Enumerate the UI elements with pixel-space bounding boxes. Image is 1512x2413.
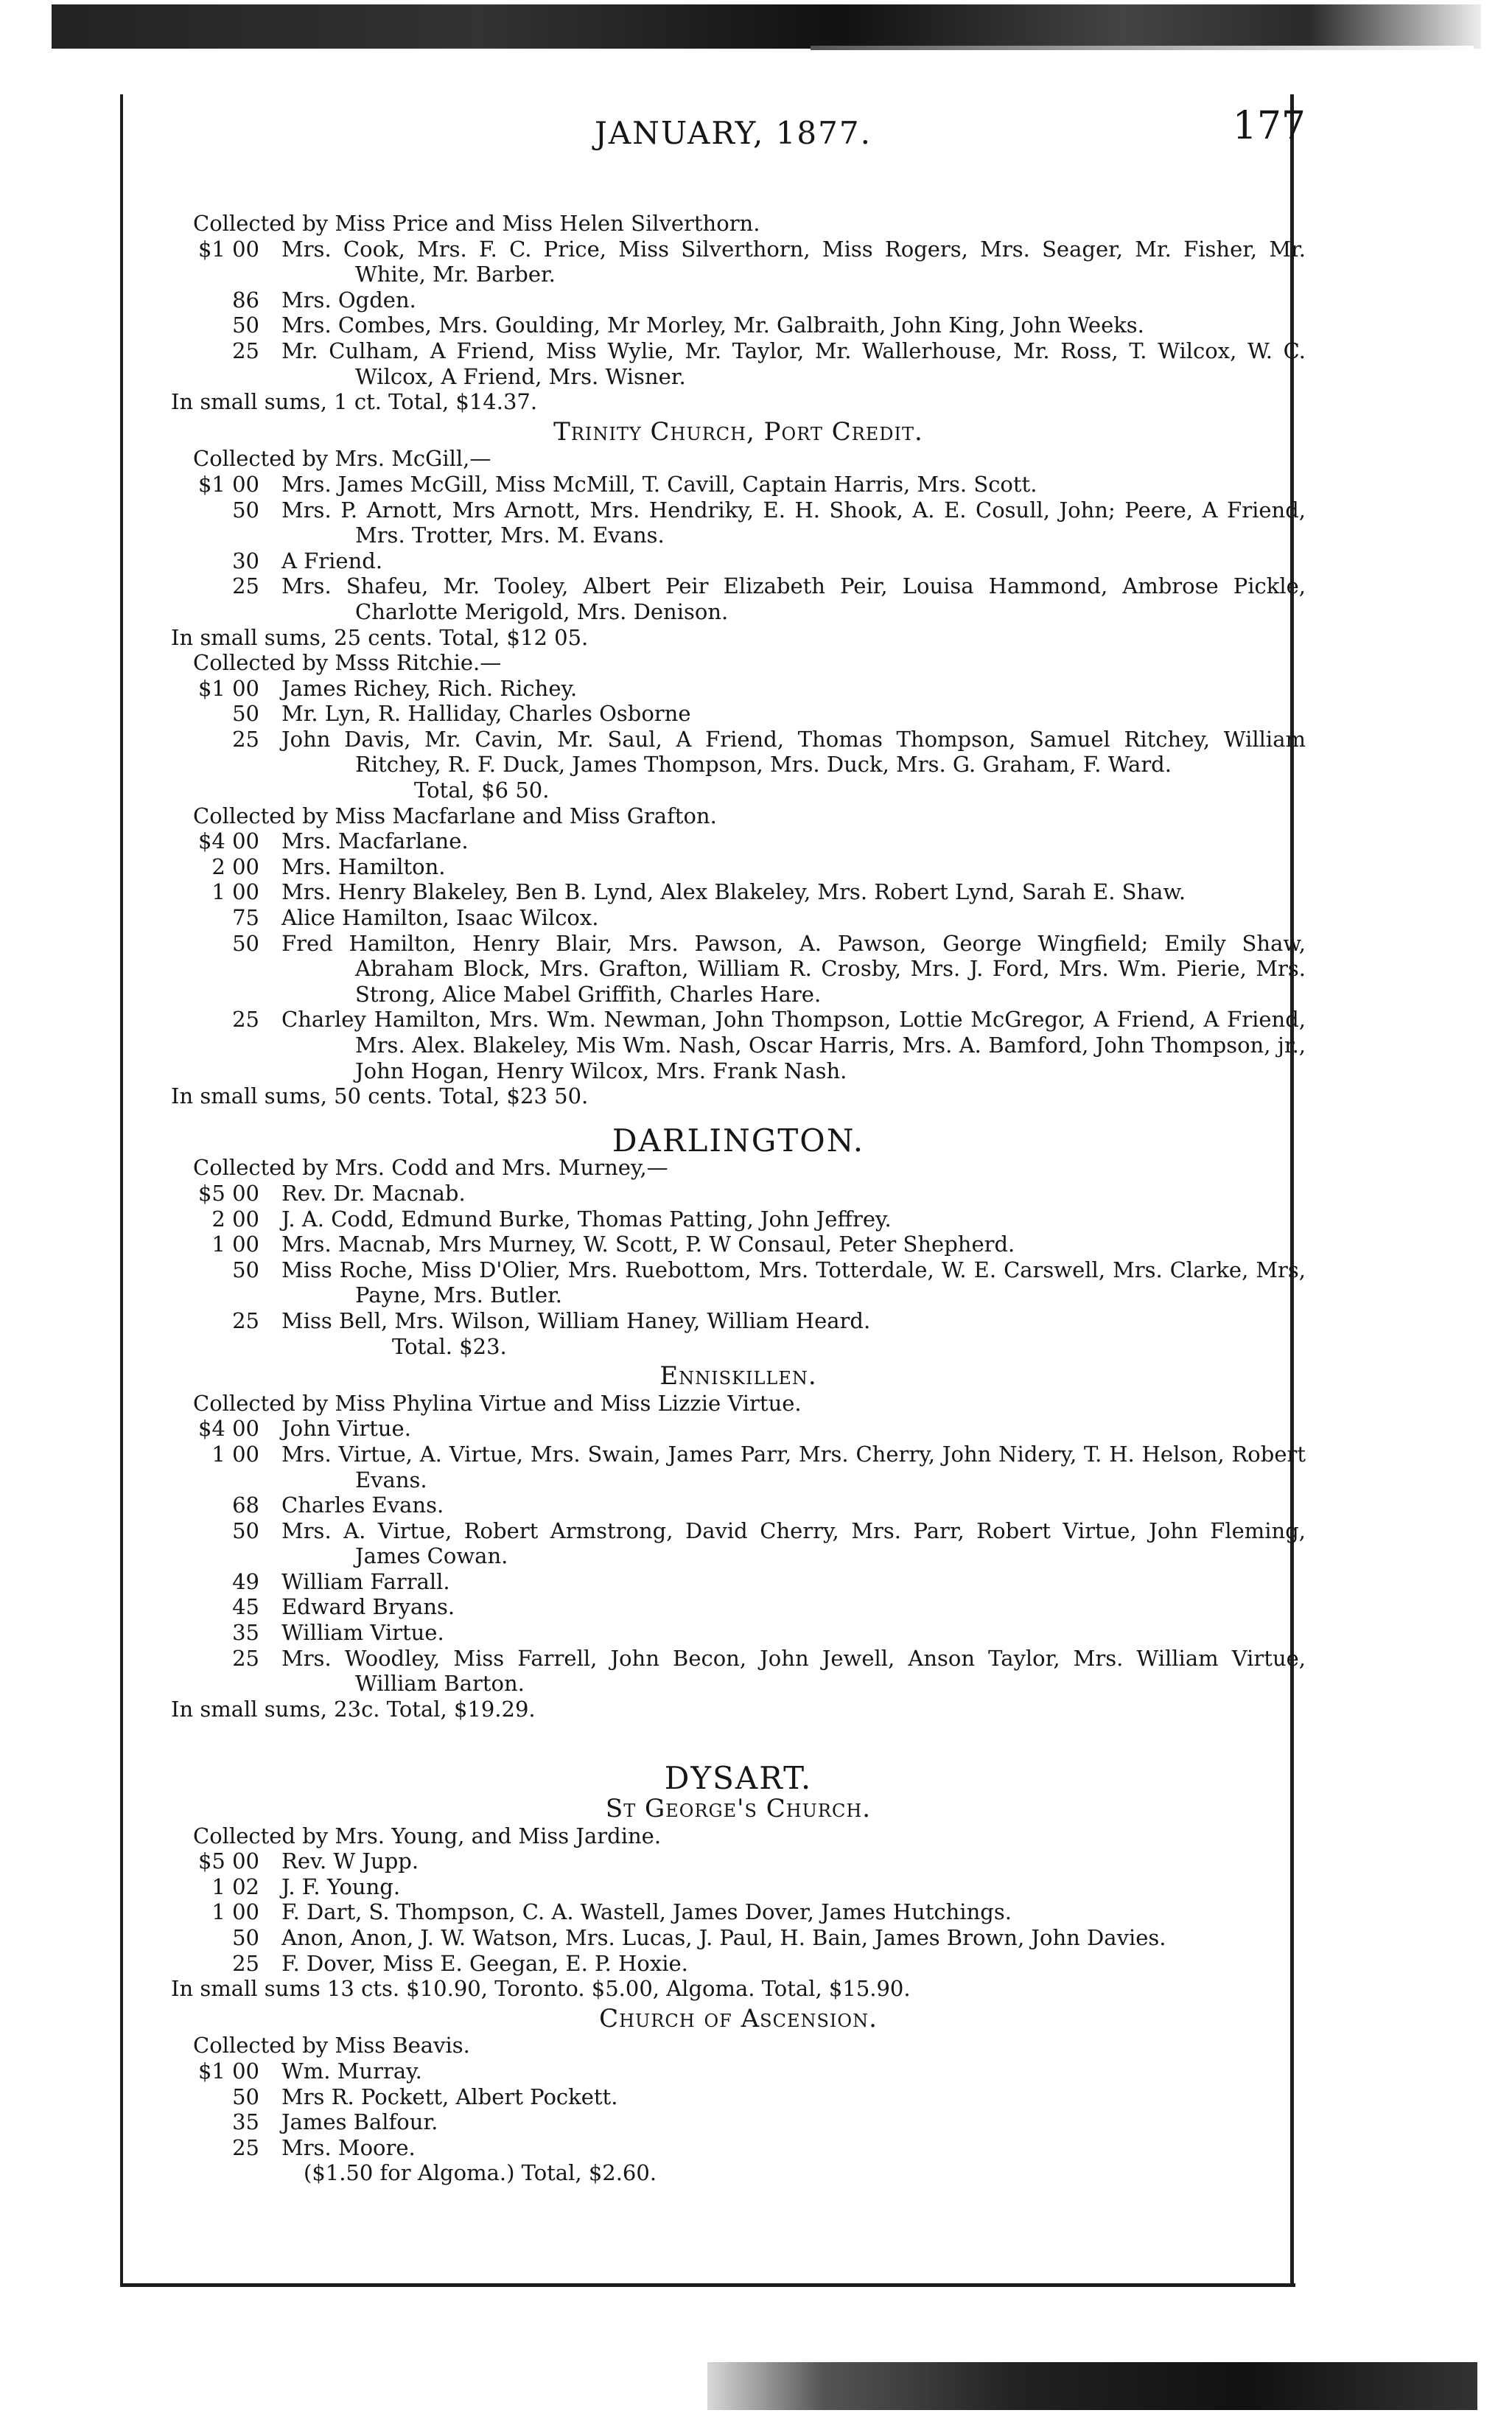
entry-amount: 75 <box>232 905 259 931</box>
collector-line: Collected by Miss Price and Miss Helen Silverthorn. <box>193 211 760 236</box>
entry-names: A Friend. <box>281 548 383 573</box>
entry-row <box>171 854 1306 880</box>
entry-amount: 1 00 <box>211 1899 259 1925</box>
entry-row <box>171 1416 1306 1442</box>
entry-row <box>171 472 1306 497</box>
entry-row <box>171 905 1306 931</box>
entry-amount: 30 <box>232 548 259 573</box>
entry-amount: 50 <box>232 1925 259 1950</box>
entry-row <box>171 1257 1306 1308</box>
entry-amount: 50 <box>232 1518 259 1543</box>
entry-amount: $5 00 <box>197 1848 259 1874</box>
entry-names: Mrs. Cook, Mrs. F. C. Price, Miss Silverthorn, Miss Rogers, Mrs. Seager, Mr. Fisher, Mr. White, Mr. Barber. <box>281 236 1306 287</box>
entry-names: Rev. Dr. Macnab. <box>281 1180 466 1206</box>
total-line: In small sums, 50 cents. Total, $23 50. <box>171 1083 589 1109</box>
entry-names: Miss Bell, Mrs. Wilson, William Haney, William Heard. <box>281 1307 871 1333</box>
entry-amount: $1 00 <box>197 236 259 262</box>
entry-names: Charley Hamilton, Mrs. Wm. Newman, John Thompson, Lottie McGregor, A Friend, A Friend, Mrs. Alex. Blakeley, Mis Wm. Nash, Oscar Harris, Mrs. A. Bamford, John Thompson, jr., John Hogan, Henry Wilcox, Mrs. Frank Nash. <box>281 1007 1306 1083</box>
entry-amount: 68 <box>232 1492 259 1518</box>
entry-row <box>171 338 1306 389</box>
entry-amount: 25 <box>232 726 259 752</box>
collector-line: Collected by Mrs. Codd and Mrs. Murney,— <box>193 1155 668 1181</box>
entry-names: Mrs. Macnab, Mrs Murney, W. Scott, P. W Consaul, Peter Shepherd. <box>281 1232 1015 1257</box>
section-heading: Trinity Church, Port Credit. <box>553 416 923 447</box>
scan-bottom-edge <box>707 2362 1477 2410</box>
entry-names: Edward Bryans. <box>281 1594 455 1620</box>
entry-row <box>171 1646 1306 1697</box>
entry-amount: 50 <box>232 701 259 727</box>
entry-row <box>171 828 1306 854</box>
entry-names: Mrs. Macfarlane. <box>281 828 469 854</box>
entry-names: Mrs. Shafeu, Mr. Tooley, Albert Peir Elizabeth Peir, Louisa Hammond, Ambrose Pickle, Charlotte Merigold, Mrs. Denison. <box>281 573 1306 624</box>
entry-row <box>171 312 1306 338</box>
entry-amount: 35 <box>232 1620 259 1646</box>
total-line: In small sums, 25 cents. Total, $12 05. <box>171 624 589 650</box>
entry-row <box>171 1848 1306 1874</box>
entry-amount: 1 00 <box>211 879 259 905</box>
entry-names: William Farrall. <box>281 1568 450 1594</box>
page-content <box>171 104 1306 2186</box>
total-line: ($1.50 for Algoma.) Total, $2.60. <box>304 2160 657 2186</box>
entry-row <box>171 676 1306 702</box>
entry-names: James Balfour. <box>281 2109 438 2135</box>
entry-row <box>171 727 1306 778</box>
section-enniskillen <box>171 1363 1306 1722</box>
section-trinity-church <box>171 416 1306 1109</box>
entry-names: John Davis, Mr. Cavin, Mr. Saul, A Friend, Thomas Thompson, Samuel Ritchey, William Ritchey, R. F. Duck, James Thompson, Mrs. Duck, Mrs. G. Graham, F. Ward. <box>281 726 1306 778</box>
entry-amount: $1 00 <box>197 471 259 497</box>
running-head-month: JANUARY, 1877. <box>595 115 872 151</box>
entry-row <box>171 1518 1306 1569</box>
entry-amount: 25 <box>232 2134 259 2160</box>
entry-names: J. F. Young. <box>281 1874 401 1899</box>
entry-row <box>171 1899 1306 1925</box>
entry-row <box>171 1951 1306 1977</box>
entry-row <box>171 548 1306 574</box>
entry-names: Mrs. Virtue, A. Virtue, Mrs. Swain, James Parr, Mrs. Cherry, John Nidery, T. H. Helson, Robert Evans. <box>281 1441 1306 1492</box>
entry-names: J. A. Codd, Edmund Burke, Thomas Patting, John Jeffrey. <box>281 1206 892 1232</box>
entry-row <box>171 1492 1306 1518</box>
collector-line: Collected by Msss Ritchie.— <box>193 650 502 676</box>
entry-amount: 35 <box>232 2109 259 2135</box>
entry-row <box>171 1925 1306 1951</box>
entry-row <box>171 2058 1306 2084</box>
entry-row <box>171 573 1306 624</box>
entry-amount: 25 <box>232 1007 259 1033</box>
section-top-block <box>171 211 1306 415</box>
section-heading: Enniskillen. <box>659 1361 817 1391</box>
entry-names: Mrs. P. Arnott, Mrs Arnott, Mrs. Hendriky, E. H. Shook, A. E. Cosull, John; Peere, A Friend, Mrs. Trotter, Mrs. M. Evans. <box>281 497 1306 548</box>
entry-amount: $1 00 <box>197 675 259 701</box>
page-frame-bottom-rule <box>120 2283 1295 2287</box>
running-head <box>171 104 1306 170</box>
entry-names: Mrs. Woodley, Miss Farrell, John Becon, John Jewell, Anson Taylor, Mrs. William Virtue, William Barton. <box>281 1645 1306 1697</box>
total-line: Total. $23. <box>392 1333 507 1359</box>
entry-names: John Virtue. <box>281 1416 411 1442</box>
entry-names: Mrs. Moore. <box>281 2134 416 2160</box>
entry-names: Mrs. Hamilton. <box>281 853 446 879</box>
entry-names: Wm. Murray. <box>281 2058 422 2084</box>
entry-names: Mr. Lyn, R. Halliday, Charles Osborne <box>281 701 691 727</box>
section-heading: DARLINGTON. <box>612 1122 865 1159</box>
total-line: In small sums, 23c. Total, $19.29. <box>171 1696 536 1722</box>
entry-amount: 50 <box>232 2084 259 2109</box>
entry-row <box>171 1442 1306 1492</box>
entry-amount: 25 <box>232 1307 259 1333</box>
collector-line: Collected by Miss Phylina Virtue and Miss Lizzie Virtue. <box>193 1390 802 1416</box>
entry-amount: 2 00 <box>211 1206 259 1232</box>
entry-amount: 1 00 <box>211 1232 259 1257</box>
entry-names: Mrs. Ogden. <box>281 287 416 312</box>
entry-amount: 45 <box>232 1594 259 1620</box>
entry-names: Mrs. Combes, Mrs. Goulding, Mr Morley, Mr. Galbraith, John King, John Weeks. <box>281 312 1144 338</box>
entry-amount: 25 <box>232 1645 259 1671</box>
entry-row <box>171 287 1306 313</box>
entry-row <box>171 1232 1306 1257</box>
entry-amount: 86 <box>232 287 259 312</box>
entry-amount: $5 00 <box>197 1180 259 1206</box>
total-line: In small sums, 1 ct. Total, $14.37. <box>171 389 538 415</box>
total-line: Total, $6 50. <box>414 778 550 803</box>
section-darlington <box>171 1122 1306 1359</box>
entry-amount: 1 02 <box>211 1874 259 1899</box>
entry-amount: $1 00 <box>197 2058 259 2084</box>
subsection-heading: St George's Church. <box>605 1794 872 1824</box>
entry-row <box>171 1181 1306 1206</box>
entry-names: Miss Roche, Miss D'Olier, Mrs. Ruebottom, Mrs. Totterdale, W. E. Carswell, Mrs. Clarke, Mrs, Payne, Mrs. Butler. <box>281 1257 1306 1308</box>
entry-names: F. Dover, Miss E. Geegan, E. P. Hoxie. <box>281 1950 688 1976</box>
entry-names: James Richey, Rich. Richey. <box>281 675 578 701</box>
scan-top-fade <box>811 46 1474 50</box>
entry-row <box>171 237 1306 287</box>
entry-row <box>171 2084 1306 2110</box>
entry-amount: 25 <box>232 573 259 599</box>
entry-names: Charles Evans. <box>281 1492 444 1518</box>
entry-names: Alice Hamilton, Isaac Wilcox. <box>281 905 599 931</box>
page-number: 177 <box>1232 104 1306 148</box>
entry-names: Anon, Anon, J. W. Watson, Mrs. Lucas, J. Paul, H. Bain, James Brown, John Davies. <box>281 1925 1166 1950</box>
entry-amount: 50 <box>232 312 259 338</box>
entry-amount: $4 00 <box>197 1416 259 1442</box>
entry-amount: 25 <box>232 338 259 363</box>
entry-names: William Virtue. <box>281 1620 444 1646</box>
entry-row <box>171 497 1306 548</box>
entry-amount: 49 <box>232 1568 259 1594</box>
entry-amount: 50 <box>232 930 259 956</box>
collector-line: Collected by Miss Macfarlane and Miss Grafton. <box>193 803 717 828</box>
entry-names: F. Dart, S. Thompson, C. A. Wastell, James Dover, James Hutchings. <box>281 1899 1012 1925</box>
entry-amount: 25 <box>232 1950 259 1976</box>
entry-row <box>171 2109 1306 2135</box>
entry-row <box>171 1874 1306 1900</box>
entry-names: Mrs. James McGill, Miss McMill, T. Cavill, Captain Harris, Mrs. Scott. <box>281 471 1037 497</box>
entry-names: Mrs R. Pockett, Albert Pockett. <box>281 2084 618 2109</box>
subsection-heading: Church of Ascension. <box>599 2003 878 2033</box>
entry-names: Mrs. A. Virtue, Robert Armstrong, David Cherry, Mrs. Parr, Robert Virtue, John Fleming, James Cowan. <box>281 1518 1306 1569</box>
section-dysart <box>171 1760 1306 2186</box>
entry-row <box>171 1007 1306 1083</box>
entry-row <box>171 931 1306 1008</box>
collector-line: Collected by Miss Beavis. <box>193 2033 470 2058</box>
entry-row <box>171 1620 1306 1646</box>
entry-amount: 1 00 <box>211 1441 259 1467</box>
section-heading: DYSART. <box>664 1760 813 1797</box>
entry-amount: 50 <box>232 1257 259 1282</box>
scan-top-edge <box>52 4 1481 49</box>
entry-row <box>171 1206 1306 1232</box>
entry-row <box>171 701 1306 727</box>
entry-names: Mr. Culham, A Friend, Miss Wylie, Mr. Taylor, Mr. Wallerhouse, Mr. Ross, T. Wilcox, W. C. Wilcox, A Friend, Mrs. Wisner. <box>281 338 1306 389</box>
entry-names: Fred Hamilton, Henry Blair, Mrs. Pawson, A. Pawson, George Wingfield; Emily Shaw, Abraham Block, Mrs. Grafton, William R. Crosby, Mrs. J. Ford, Mrs. Wm. Pierie, Mrs. Strong, Alice Mabel Griffith, Charles Hare. <box>281 930 1306 1007</box>
entry-row <box>171 879 1306 905</box>
entry-amount: 50 <box>232 497 259 523</box>
entry-row <box>171 1594 1306 1620</box>
entry-amount: 2 00 <box>211 853 259 879</box>
entry-row <box>171 1569 1306 1595</box>
collector-line: Collected by Mrs. Young, and Miss Jardine. <box>193 1823 662 1848</box>
entry-names: Mrs. Henry Blakeley, Ben B. Lynd, Alex Blakeley, Mrs. Robert Lynd, Sarah E. Shaw. <box>281 879 1186 905</box>
collector-line: Collected by Mrs. McGill,— <box>193 446 491 472</box>
entry-amount: $4 00 <box>197 828 259 854</box>
entry-row <box>171 2135 1306 2161</box>
entry-names: Rev. W Jupp. <box>281 1848 419 1874</box>
entry-row <box>171 1308 1306 1334</box>
total-line: In small sums 13 cts. $10.90, Toronto. $5.00, Algoma. Total, $15.90. <box>171 1976 911 2002</box>
